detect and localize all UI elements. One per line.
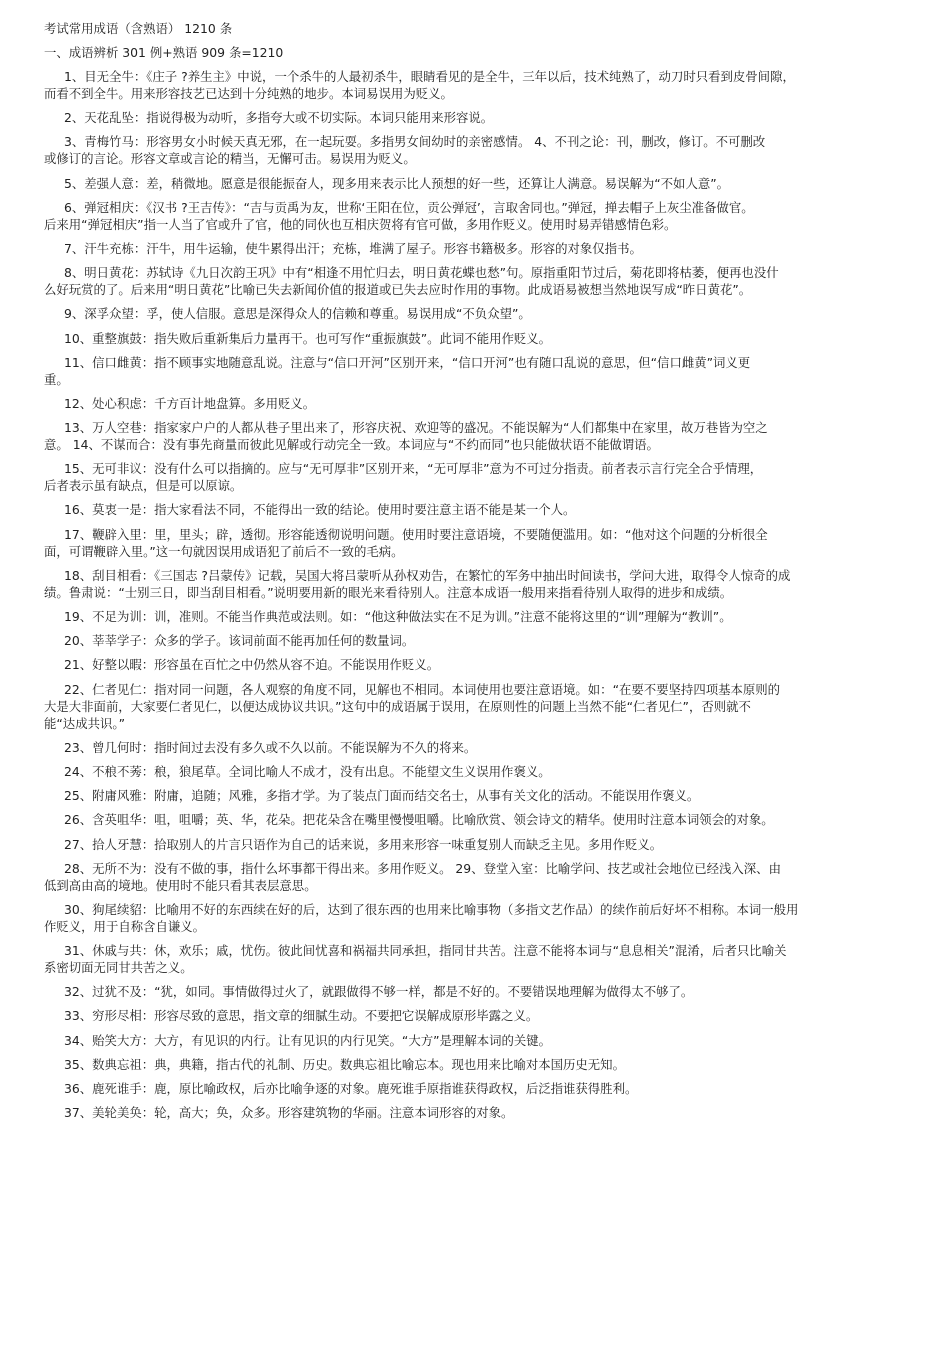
entry-first-line: 6、弹冠相庆：《汉书 ?王吉传》：“吉与贡禹为友，世称‘王阳在位，贡公弹冠’，言取舍同也。”弹冠，掸去帽子上灰尘准备做官。 xyxy=(64,199,754,215)
entry-continuation-line: 能“达成共识。” xyxy=(44,715,125,731)
document-title: 考试常用成语（含熟语） 1210 条 xyxy=(44,21,233,36)
entry-first-line: 34、贻笑大方：大方，有见识的内行。让有见识的内行见笑。“大方”是理解本词的关键。 xyxy=(64,1032,552,1048)
entry-continuation-line: 面，可谓鞭辟入里。”这一句就因误用成语犯了前后不一致的毛病。 xyxy=(44,543,404,559)
entry-paragraph xyxy=(44,526,884,560)
entry-first-line: 15、无可非议：没有什么可以指摘的。应与“无可厚非”区别开来，“无可厚非”意为不可过分指责。前者表示言行完全合乎情理， xyxy=(64,461,763,477)
entry-paragraph xyxy=(44,608,884,625)
entry-first-line: 17、鞭辟入里：里，里头；辟，透彻。形容能透彻说明问题。使用时要注意语境，不要随便滥用。如：“他对这个问题的分析很全 xyxy=(64,526,768,542)
entry-paragraph xyxy=(44,501,884,518)
entry-paragraph xyxy=(44,199,884,233)
entry-paragraph xyxy=(44,567,884,601)
entry-first-line: 13、万人空巷：指家家户户的人都从巷子里出来了，形容庆祝、欢迎等的盛况。不能误解为“人们都集中在家里，故万巷皆为空之 xyxy=(64,420,768,436)
entry-paragraph xyxy=(44,419,884,453)
entry-first-line: 25、附庸风雅：附庸，追随；风雅，多指才学。为了装点门面而结交名士，从事有关文化的活动。不能误用作褒义。 xyxy=(64,788,700,804)
entry-paragraph xyxy=(44,354,884,388)
entry-first-line: 18、刮目相看：《三国志 ?吕蒙传》记载，吴国大将吕蒙听从孙权劝告，在繁忙的军务中抽出时间读书，学问大进，取得令人惊奇的成 xyxy=(64,567,791,583)
entry-first-line: 23、曾几何时：指时间过去没有多久或不久以前。不能误解为不久的将来。 xyxy=(64,739,477,755)
entry-first-line: 2、天花乱坠：指说得极为动听，多指夸大或不切实际。本词只能用来形容说。 xyxy=(64,110,494,126)
entry-first-line: 28、无所不为：没有不做的事，指什么坏事都干得出来。多用作贬义。 29、登堂入室：比喻学问、技艺或社会地位已经浅入深、由 xyxy=(64,860,781,876)
entry-first-line: 30、狗尾续貂：比喻用不好的东西续在好的后，达到了很东西的也用来比喻事物（多指文艺作品）的续作前后好坏不相称。本词一般用 xyxy=(64,901,799,917)
entry-paragraph xyxy=(44,681,884,732)
entry-paragraph xyxy=(44,240,884,257)
entry-first-line: 26、含英咀华：咀，咀嚼；英、华，花朵。把花朵含在嘴里慢慢咀嚼。比喻欣赏、领会诗文的精华。使用时注意本词领会的对象。 xyxy=(64,812,774,828)
entry-first-line: 11、信口雌黄：指不顾事实地随意乱说。注意与“信口开河”区别开来，“信口开河”也有随口乱说的意思，但“信口雌黄”词义更 xyxy=(64,354,751,370)
entry-continuation-line: 或修订的言论。形容文章或言论的精当，无懈可击。易误用为贬义。 xyxy=(44,151,416,167)
entry-first-line: 36、鹿死谁手：鹿，原比喻政权，后亦比喻争逐的对象。鹿死谁手原指谁获得政权，后泛指谁获得胜利。 xyxy=(64,1081,638,1096)
entry-paragraph xyxy=(44,739,884,756)
entry-continuation-line: 么好玩赏的了。后来用“明日黄花”比喻已失去新闻价值的报道或已失去应时作用的事物。此成语易被想当然地误写成“昨日黄花”。 xyxy=(44,282,752,298)
entry-paragraph xyxy=(44,330,884,347)
entry-first-line: 8、明日黄花：苏轼诗《九日次韵王巩》中有“相逢不用忙归去，明日黄花蝶也愁”句。原指重阳节过后，菊花即将枯萎，便再也没什 xyxy=(64,265,779,281)
entry-first-line: 20、莘莘学子：众多的学子。该词前面不能再加任何的数量词。 xyxy=(64,633,415,649)
entry-paragraph xyxy=(44,1104,884,1121)
entry-first-line: 7、汗牛充栋：汗牛，用牛运输，使牛累得出汗；充栋，堆满了屋子。形容书籍极多。形容的对象仅指书。 xyxy=(64,240,642,256)
entry-paragraph xyxy=(44,460,884,494)
entry-paragraph xyxy=(44,656,884,673)
entry-first-line: 5、差强人意：差，稍微地。愿意是很能振奋人，现多用来表示比人预想的好一些，还算让人满意。易误解为“不如人意”。 xyxy=(64,175,730,191)
entry-list xyxy=(44,68,884,1121)
entry-first-line: 24、不稂不莠：稂，狼尾草。全词比喻人不成才，没有出息。不能望文生义误用作褒义。 xyxy=(64,763,551,779)
entry-first-line: 10、重整旗鼓：指失败后重新集后力量再干。也可写作“重振旗鼓”。此词不能用作贬义。 xyxy=(64,330,552,346)
entry-paragraph xyxy=(44,1080,884,1097)
entry-continuation-line: 系密切面无同甘共苦之义。 xyxy=(44,960,193,976)
entry-continuation-line: 意。 14、不谋而合：没有事先商量而彼此见解或行动完全一致。本词应与“不约而同”也只能做状语不能做谓语。 xyxy=(44,437,659,453)
entry-continuation-line: 而看不到全牛。用来形容技艺已达到十分纯熟的地步。本词易误用为贬义。 xyxy=(44,86,453,101)
entry-paragraph xyxy=(44,983,884,1000)
entry-first-line: 9、深孚众望：孚，使人信服。意思是深得众人的信赖和尊重。易误用成“不负众望”。 xyxy=(64,306,531,322)
entry-paragraph xyxy=(44,811,884,828)
entry-continuation-line: 后来用“弹冠相庆”指一人当了官或升了官，他的同伙也互相庆贺将有官可做，多用作贬义。使用时易弄错感情色彩。 xyxy=(44,216,677,232)
entry-paragraph xyxy=(44,264,884,298)
entry-continuation-line: 绩。鲁肃说：“士别三日，即当刮目相看。”说明要用新的眼光来看待别人。注意本成语一般用来指看待别人取得的进步和成绩。 xyxy=(44,584,733,600)
section-heading: 一、成语辨析 301 例+熟语 909 条=1210 xyxy=(44,45,284,60)
entry-paragraph xyxy=(44,901,884,935)
entry-first-line: 21、好整以暇：形容虽在百忙之中仍然从容不迫。不能误用作贬义。 xyxy=(64,657,440,673)
entry-first-line: 22、仁者见仁：指对同一问题，各人观察的角度不同，见解也不相同。本词使用也要注意语境。如：“在要不要坚持四项基本原则的 xyxy=(64,681,781,697)
entry-continuation-line: 低到高由高的境地。使用时不能只看其表层意思。 xyxy=(44,877,317,893)
document-page xyxy=(44,20,884,1128)
entry-paragraph xyxy=(44,632,884,649)
entry-paragraph xyxy=(44,1056,884,1073)
entry-first-line: 16、莫衷一是：指大家看法不同，不能得出一致的结论。使用时要注意主语不能是某一个人。 xyxy=(64,502,576,518)
entry-first-line: 33、穷形尽相：形容尽致的意思，指文章的细腻生动。不要把它误解成原形毕露之义。 xyxy=(64,1008,539,1024)
entry-paragraph xyxy=(44,942,884,976)
entry-paragraph xyxy=(44,305,884,322)
entry-paragraph xyxy=(44,109,884,126)
entry-first-line: 3、青梅竹马：形容男女小时候天真无邪，在一起玩耍。多指男女间幼时的亲密感情。 4、不刊之论：刊，删改，修订。不可删改 xyxy=(64,134,766,150)
entry-paragraph xyxy=(44,860,884,894)
entry-first-line: 1、目无全牛：《庄子 ?养生主》中说，一个杀牛的人最初杀牛，眼睛看见的是全牛，三年以后，技术纯熟了，动刀时只看到皮骨间隙， xyxy=(64,69,795,84)
entry-paragraph xyxy=(44,1032,884,1049)
entry-first-line: 31、休戚与共：休，欢乐；戚，忧伤。彼此间忧喜和祸福共同承担，指同甘共苦。注意不能将本词与“息息相关”混淆，后者只比喻关 xyxy=(64,943,787,959)
entry-first-line: 27、拾人牙慧：拾取别人的片言只语作为自己的话来说，多用来形容一味重复别人而缺乏主见。多用作贬义。 xyxy=(64,836,663,852)
entry-continuation-line: 后者表示虽有缺点，但是可以原谅。 xyxy=(44,478,243,494)
entry-first-line: 35、数典忘祖：典，典籍，指古代的礼制、历史。数典忘祖比喻忘本。现也用来比喻对本国历史无知。 xyxy=(64,1056,625,1072)
entry-paragraph xyxy=(44,175,884,192)
entry-first-line: 37、美轮美奂：轮，高大；奂，众多。形容建筑物的华丽。注意本词形容的对象。 xyxy=(64,1105,514,1121)
entry-paragraph xyxy=(44,836,884,853)
entry-paragraph xyxy=(44,395,884,412)
entry-paragraph xyxy=(44,133,884,167)
entry-paragraph xyxy=(44,68,884,102)
entry-continuation-line: 重。 xyxy=(44,371,69,387)
entry-continuation-line: 作贬义，用于自称含自谦义。 xyxy=(44,918,206,934)
entry-paragraph xyxy=(44,763,884,780)
entry-continuation-line: 大是大非面前，大家要仁者见仁，以便达成协议共识。”这句中的成语属于误用，在原则性的问题上当然不能“仁者见仁”，否则就不 xyxy=(44,698,751,714)
entry-first-line: 32、过犹不及：“犹，如同。事情做得过火了，就跟做得不够一样，都是不好的。不要错误地理解为做得太不够了。 xyxy=(64,984,694,1000)
entry-first-line: 12、处心积虑：千方百计地盘算。多用贬义。 xyxy=(64,395,316,411)
entry-first-line: 19、不足为训：训，准则。不能当作典范或法则。如：“他这种做法实在不足为训。”注意不能将这里的“训”理解为“教训”。 xyxy=(64,609,732,624)
entry-paragraph xyxy=(44,1007,884,1024)
entry-paragraph xyxy=(44,787,884,804)
